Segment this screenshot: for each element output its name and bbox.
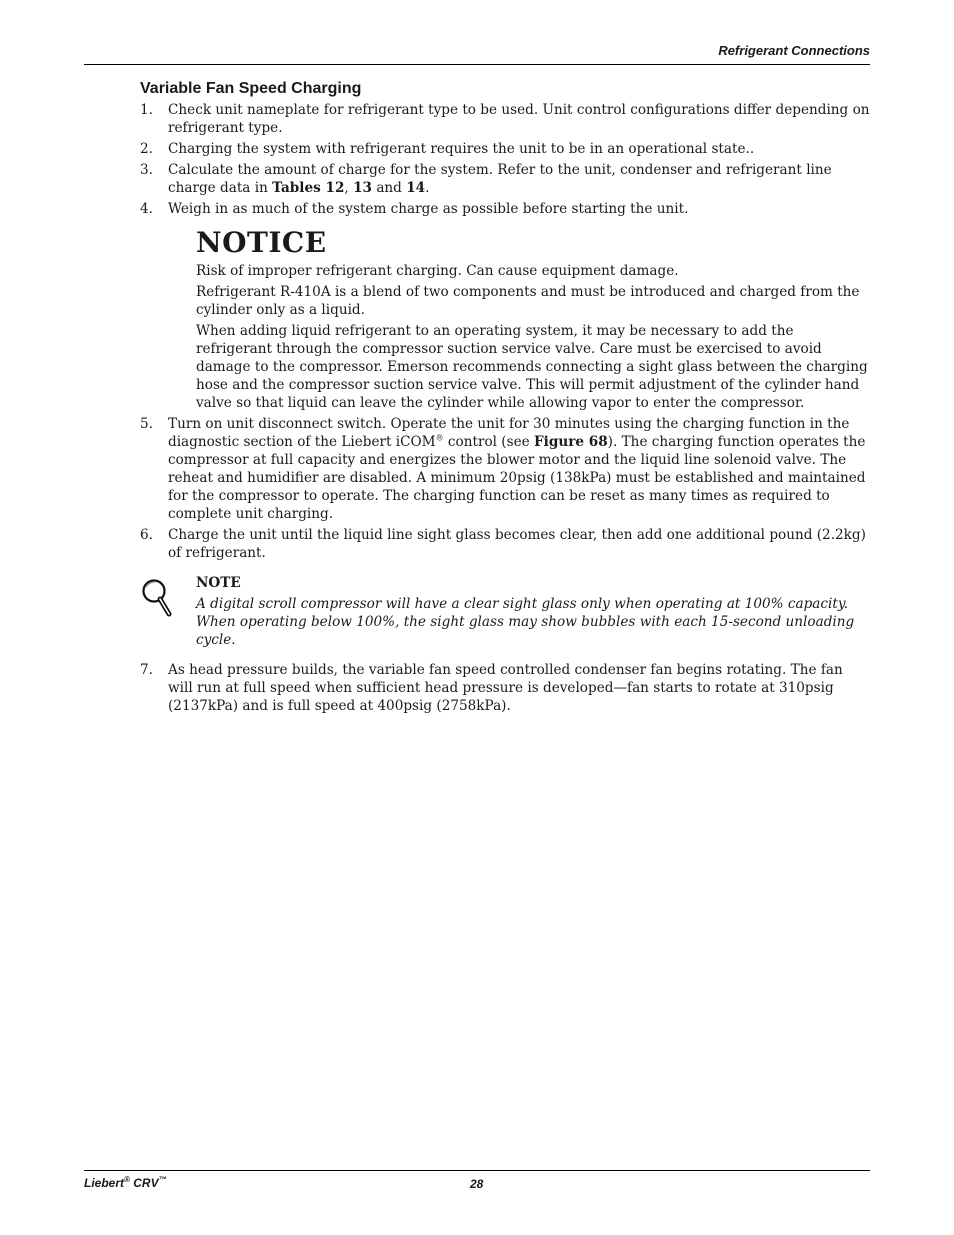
footer-product — [84, 1176, 167, 1190]
notice-block — [196, 224, 870, 412]
step-text: Weigh in as much of the system charge as possible before starting the unit. — [168, 201, 689, 217]
step-number: 4. — [140, 201, 153, 217]
page-body — [140, 101, 870, 718]
section-title: Variable Fan Speed Charging — [140, 80, 362, 97]
running-header: Refrigerant Connections — [718, 43, 870, 58]
registered-mark: ® — [124, 1175, 130, 1184]
step-text: Charge the unit until the liquid line sight glass becomes clear, then add one additional pound (2.2kg) of refrigerant. — [168, 527, 866, 561]
separator: and — [372, 180, 407, 196]
step-6 — [140, 526, 870, 562]
step-7 — [140, 661, 870, 715]
step-number: 7. — [140, 662, 153, 678]
tables-ref: Tables 12 — [272, 180, 345, 196]
product-name: CRV — [129, 1176, 159, 1190]
note-title: NOTE — [196, 575, 241, 591]
page-number: 28 — [470, 1177, 484, 1191]
step-1 — [140, 101, 870, 137]
step-number: 3. — [140, 162, 153, 178]
step-text: Calculate the amount of charge for the system. Refer to the unit, condenser and refrigerant line charge data in — [168, 162, 832, 196]
step-text: ). The charging function operates the compressor at full capacity and energizes the blower motor and the liquid line solenoid valve. The reheat and humidifier are disabled. A minimum 20psig (138kPa) must be established and maintained for the compressor to operate. The charging function can be reset as many times as required to complete unit charging. — [168, 434, 866, 522]
step-text: Turn on unit disconnect switch. Operate the unit for 30 minutes using the charging function in the diagnostic section of the Liebert iCOM — [168, 416, 850, 450]
step-number: 1. — [140, 102, 153, 118]
step-text: As head pressure builds, the variable fan speed controlled condenser fan begins rotating. The fan will run at full speed when sufficient head pressure is developed—fan starts to rotate at 310psig (2137kPa) and is full speed at 400psig (2758kPa). — [168, 662, 843, 714]
step-number: 5. — [140, 416, 153, 432]
table-ref: 13 — [353, 180, 372, 196]
step-5 — [140, 415, 870, 523]
notice-paragraph: Refrigerant R-410A is a blend of two components and must be introduced and charged from the cylinder only as a liquid. — [196, 284, 860, 318]
notice-paragraph: Risk of improper refrigerant charging. Can cause equipment damage. — [196, 263, 679, 279]
footer-rule — [84, 1170, 870, 1171]
step-text: Charging the system with refrigerant requires the unit to be in an operational state.. — [168, 141, 755, 157]
step-2 — [140, 140, 870, 158]
brand-name: Liebert — [84, 1176, 125, 1190]
step-text: Check unit nameplate for refrigerant type to be used. Unit control configurations differ depending on refrigerant type. — [168, 102, 870, 136]
note-block — [140, 574, 870, 649]
trademark-mark: ™ — [158, 1175, 167, 1184]
table-ref: 14 — [406, 180, 426, 196]
step-number: 2. — [140, 141, 153, 157]
notice-title: NOTICE — [196, 226, 327, 259]
step-text: control (see — [443, 434, 534, 450]
registered-mark: ® — [435, 433, 444, 443]
step-4 — [140, 200, 870, 218]
figure-ref: Figure 68 — [534, 434, 608, 450]
step-3 — [140, 161, 870, 197]
note-text: A digital scroll compressor will have a clear sight glass only when operating at 100% capacity. When operating below 100%, the sight glass may show bubbles with each 15-second unloading cycle. — [196, 596, 855, 648]
period: . — [425, 180, 430, 196]
notice-paragraph: When adding liquid refrigerant to an operating system, it may be necessary to add the refrigerant through the compressor suction service valve. Care must be exercised to avoid damage to the compressor. Emerson recommends connecting a sight glass between the charging hose and the compressor suction service valve. This will permit adjustment of the cylinder hand valve so that liquid can leave the cylinder while allowing vapor to enter the compressor. — [196, 323, 868, 411]
header-rule — [84, 64, 870, 65]
magnifier-icon — [140, 578, 174, 620]
step-number: 6. — [140, 527, 153, 543]
separator: , — [344, 180, 354, 196]
